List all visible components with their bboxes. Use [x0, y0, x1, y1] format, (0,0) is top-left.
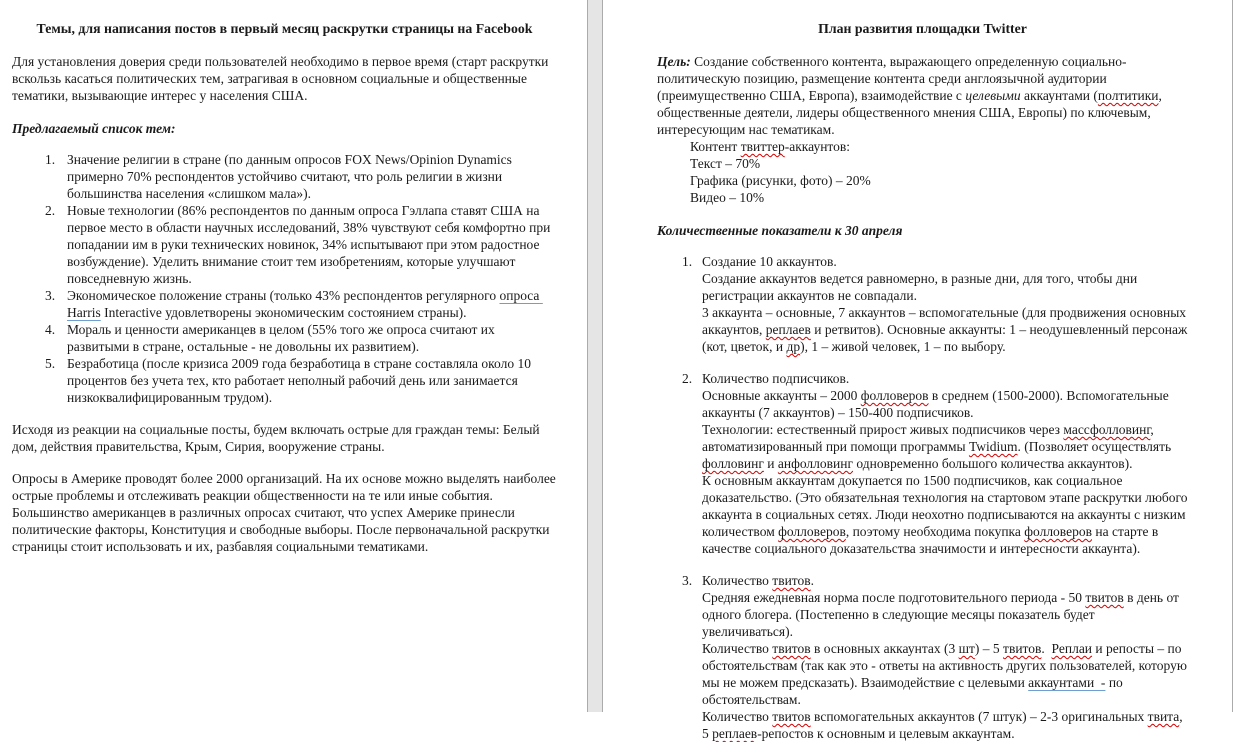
spellcheck-flagged-text: полтитики [1097, 88, 1159, 103]
text-run: на старте в качестве социального доказательства значимости и интересности аккаунта). [702, 524, 1162, 556]
text-run: ), 1 – живой человек, 1 – по выбору. [800, 339, 1006, 354]
spellcheck-flagged-text: фолловеров [860, 388, 929, 403]
text-run: -аккаунтов: [784, 139, 851, 154]
text-run: . [1041, 641, 1052, 656]
list-item [657, 253, 1191, 355]
text-run: Количество [702, 573, 773, 588]
text-run: Цель: [657, 54, 695, 69]
page-title: Темы, для написания постов в первый месяц раскрутки страницы на Facebook [36, 21, 533, 36]
text-run: Графика (рисунки, фото) – 20% [690, 173, 871, 188]
list-number: 5. [45, 356, 56, 371]
list-number: 3. [682, 573, 693, 588]
text-run: Создание собственного контента, выражающего определенную социально-политическую позицию, размещение контента среди англоязычной аудитории (преимущественно США, Европа), взаимодействие с [657, 54, 1127, 103]
text-run: Видео – 10% [690, 190, 765, 205]
list-item-text [67, 287, 557, 321]
section-heading [657, 222, 1188, 239]
text-run: Исходя из реакции на социальные посты, будем включать острые для граждан темы: Белый дом, действия правительства, Крым, Сирия, вооружение страны. [12, 422, 544, 454]
list-number: 2. [682, 371, 693, 386]
spellcheck-flagged-text: твитов [772, 641, 811, 656]
text-run: целевыми [965, 88, 1021, 103]
list-item-text [702, 370, 1191, 557]
list-number: 3. [45, 288, 56, 303]
list-number: 1. [45, 152, 56, 167]
text-run: одновременно большого количества аккаунтов). [853, 456, 1133, 471]
list-item-text [67, 202, 557, 287]
list-item [657, 572, 1191, 742]
list-item-text [67, 151, 557, 202]
text-run: вспомогательных аккаунтов (7 штук) – 2-3 оригинальных [810, 709, 1148, 724]
paragraph [12, 421, 557, 455]
page-gap-divider [587, 0, 603, 712]
spellcheck-flagged-text: др [786, 339, 801, 354]
list-item-text [67, 355, 557, 406]
section-heading [12, 120, 557, 137]
page-facebook-topics [0, 0, 587, 712]
text-run: Новые технологии (86% респондентов по данным опроса Гэллапа ставят США на первое место в области научных исследований, 38% чувствуют себя комфортно при попадании им в руки технических новинок, 34% испытывают при этом радостное возбуждение). Уделить внимание стоит тем изобретениям, которые улучшают повседневную жизнь. [67, 203, 554, 286]
text-run: Контент [690, 139, 741, 154]
text-run: и репосты – по обстоятельствам (так как это - ответы на активность других пользователей, которую мы не можем предсказать). Взаимодействие с целевыми [702, 641, 1191, 690]
spellcheck-flagged-text: твиттер [740, 139, 785, 154]
text-run: Текст – 70% [690, 156, 761, 171]
page-content [12, 53, 560, 555]
text-run: ) – 5 [974, 641, 1004, 656]
spellcheck-flagged-text: Twidium [968, 439, 1018, 454]
spellcheck-flagged-text: анфолловинг [777, 456, 854, 471]
tab-line [657, 155, 1188, 172]
text-run: аккаунтами ( [1020, 88, 1098, 103]
spellcheck-flagged-text: Реплаи [1051, 641, 1093, 656]
text-run: К основным аккаунтам докупается по 1500 подписчиков, как социальное доказательство. (Это обязательная технология на стартовом этапе раскрутки любого аккаунта в социальных сетях. Люди неохотно подписываются на аккаунты с низким количеством [702, 473, 1191, 539]
grammar-flagged-text: аккаунтами - [1028, 675, 1106, 690]
text-run: Средняя ежедневная норма после подготовительного периода - 50 [702, 590, 1086, 605]
text-run: в день от одного блогера. (Постепенно в следующие месяцы показатель будет увеличиваться). [702, 590, 1183, 639]
spellcheck-flagged-text: твитов [772, 573, 811, 588]
text-run: в среднем (1500-2000). Вспомогательные аккаунты (7 аккаунтов) – 150-400 подписчиков. [702, 388, 1173, 420]
text-run: и [763, 456, 778, 471]
list-item [12, 321, 557, 355]
page-content [657, 53, 1191, 742]
page-title: План развития площадки Twitter [818, 21, 1027, 36]
text-run: , автоматизированный при помощи программы [702, 422, 1158, 454]
text-run: 3 аккаунта – основные, 7 аккаунтов – вспомогательные (для продвижения основных аккаунтов, [702, 305, 1190, 337]
text-run: . (Позволяет осуществлять [1017, 439, 1175, 454]
text-run: Количество [702, 641, 773, 656]
text-run: по обстоятельствам. [702, 675, 1127, 707]
tab-line [657, 189, 1188, 206]
text-run: Interactive удовлетворены экономическим состоянием страны). [100, 305, 467, 320]
text-run: Количество [702, 709, 773, 724]
list-number: 1. [682, 254, 693, 269]
text-run: , общественные деятели, лидеры общественного мнения США, Европы) по ключевым, интересующим нас тематикам. [657, 88, 1166, 137]
text-run: Предлагаемый список тем: [12, 121, 176, 136]
spellcheck-flagged-text: твитов [1003, 641, 1042, 656]
list-item-text [702, 572, 1191, 742]
text-run: Количественные показатели к 30 апреля [657, 223, 903, 238]
spellcheck-flagged-text: реплаев [712, 726, 758, 741]
list-item [12, 202, 557, 287]
list-number: 4. [45, 322, 56, 337]
spellcheck-flagged-text: твитов [1085, 590, 1124, 605]
list-item [12, 287, 557, 321]
paragraph [657, 53, 1188, 138]
text-run: и ретвитов). Основные аккаунты: 1 – неодушевленный персонаж (кот, цветок, и [702, 322, 1191, 354]
text-run: Количество подписчиков. [702, 371, 850, 386]
spellcheck-flagged-text: твита [1147, 709, 1180, 724]
paragraph [12, 53, 557, 104]
text-run: . [810, 573, 815, 588]
text-run: Создание 10 аккаунтов. [702, 254, 837, 269]
list-item [12, 151, 557, 202]
text-run: -репостов к основным и целевым аккаунтам. [757, 726, 1015, 741]
text-run: , 5 [702, 709, 1186, 741]
page-twitter-plan [603, 0, 1233, 741]
text-run: , поэтому необходима покупка [845, 524, 1025, 539]
list-number: 2. [45, 203, 56, 218]
text-run: Технологии: естественный прирост живых подписчиков через [702, 422, 1064, 437]
text-run: Экономическое положение страны (только 43% респондентов регулярного [67, 288, 500, 303]
spellcheck-flagged-text: шт [958, 641, 975, 656]
text-run: Безработица (после кризиса 2009 года безработица в стране составляла около 10 процентов без учета тех, кто работает неполный рабочий день или занимается низкоквалифицированным трудом). [67, 356, 535, 405]
text-run: Мораль и ценности американцев в целом (55% того же опроса считают их развитыми в стране, остальные - не довольны их развитием). [67, 322, 499, 354]
list-item [12, 355, 557, 406]
spellcheck-flagged-text: массфолловинг [1063, 422, 1151, 437]
spellcheck-flagged-text: фолловеров [1024, 524, 1092, 539]
list-item-text [702, 253, 1191, 355]
spellcheck-flagged-text: фолловинг [702, 456, 764, 471]
text-run: Опросы в Америке проводят более 2000 организаций. На их основе можно выделять наиболее острые проблемы и отслеживать реакции общественности на те или иные события. Большинство американцев в различных опросах считают, что успех Америке принесли политические факторы, Конституция и свободные выборы. После первоначальной раскрутки страницы стоит использовать и их, разбавляя социальными тематиками. [12, 471, 560, 554]
tab-line [657, 172, 1188, 189]
text-run: Значение религии в стране (по данным опросов FOX News/Opinion Dynamics примерно 70% респондентов устойчиво считают, что роль религии в жизни большинства населения «слишком мала»). [67, 152, 516, 201]
text-run: Для установления доверия среди пользователей необходимо в первое время (старт раскрутки вскользь касаться политических тем, затрагивая в основном социальные и общественные тематики, вызывающие интерес у населения США. [12, 54, 552, 103]
list-item-text [67, 321, 557, 355]
spellcheck-flagged-text: реплаев [765, 322, 811, 337]
text-run: в основных аккаунтах (3 [810, 641, 959, 656]
spellcheck-flagged-text: твитов [772, 709, 811, 724]
tab-line [657, 138, 1188, 155]
grammar-flagged-text: опроса Harris [67, 288, 543, 320]
spellcheck-flagged-text: фолловеров [778, 524, 846, 539]
paragraph [12, 470, 560, 555]
text-run: Основные аккаунты – 2000 [702, 388, 861, 403]
text-run: Создание аккаунтов ведется равномерно, в разные дни, для того, чтобы дни регистрации аккаунтов не совпадали. [702, 271, 1141, 303]
list-item [657, 370, 1191, 557]
